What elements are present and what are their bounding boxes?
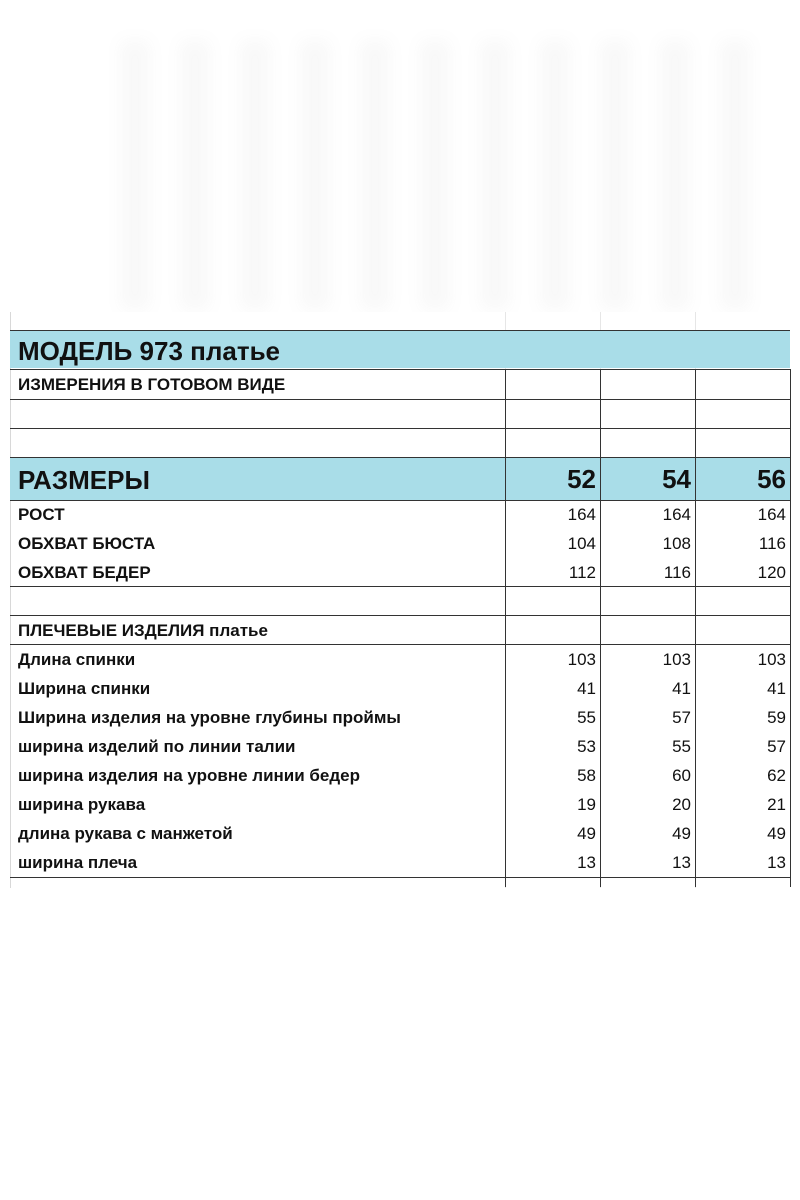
cell-value: 59 — [767, 707, 786, 727]
cell-value: 57 — [767, 736, 786, 756]
table-row — [10, 645, 790, 674]
size-56: 56 — [757, 463, 786, 494]
table-row — [10, 500, 790, 529]
blurred-background-artifact — [120, 40, 760, 310]
empty-row — [10, 429, 790, 458]
cell-value: 53 — [577, 736, 596, 756]
cell-value: 164 — [567, 504, 596, 524]
table-row — [10, 761, 790, 790]
cell-value: 103 — [757, 649, 786, 669]
table-row — [10, 558, 790, 587]
cell-value: 58 — [577, 765, 596, 785]
section-label-suffix: платье — [209, 621, 268, 640]
cell-value: 120 — [757, 562, 786, 582]
empty-row — [10, 400, 790, 429]
cell-value: 19 — [577, 794, 596, 814]
size-52: 52 — [567, 463, 596, 494]
row-label: Ширина изделия на уровне глубины проймы — [18, 708, 401, 727]
table-row — [10, 674, 790, 703]
model-title-row — [10, 330, 790, 368]
cell-value: 103 — [662, 649, 691, 669]
cell-value: 20 — [672, 794, 691, 814]
row-label: длина рукава с манжетой — [18, 824, 233, 843]
section-label-row — [10, 616, 790, 645]
cell-value: 103 — [567, 649, 596, 669]
cell-value: 41 — [577, 678, 596, 698]
cell-value: 116 — [758, 533, 786, 553]
table-border — [695, 369, 696, 887]
table-border — [10, 586, 790, 587]
table-border — [10, 330, 790, 331]
table-border — [10, 644, 790, 645]
row-label: ширина изделия на уровне линии бедер — [18, 766, 361, 785]
measurements-subtitle: ИЗМЕРЕНИЯ В ГОТОВОМ ВИДЕ — [18, 375, 286, 394]
cell-value: 112 — [568, 562, 596, 582]
table-border — [10, 500, 790, 501]
cell-value: 21 — [767, 794, 786, 814]
row-label: ширина плеча — [18, 853, 138, 872]
cell-value: 41 — [672, 678, 691, 698]
table-border — [790, 369, 791, 887]
row-label: ширина изделий по линии талии — [18, 737, 296, 756]
table-row — [10, 732, 790, 761]
table-border — [10, 877, 790, 878]
model-title: МОДЕЛЬ 973 платье — [18, 336, 281, 366]
cell-value: 13 — [577, 852, 596, 872]
table-border — [10, 369, 790, 370]
table-border — [10, 615, 790, 616]
cell-value: 41 — [767, 678, 786, 698]
cell-value: 49 — [672, 823, 691, 843]
empty-row — [10, 587, 790, 616]
cell-value: 104 — [567, 533, 596, 553]
table-border — [10, 399, 790, 400]
sizes-header-label: РАЗМЕРЫ — [18, 465, 150, 495]
table-row — [10, 529, 790, 558]
sizes-header-row — [10, 458, 790, 500]
section-label-main: ПЛЕЧЕВЫЕ ИЗДЕЛИЯ — [18, 621, 205, 640]
row-label: РОСТ — [18, 505, 65, 524]
cell-value: 60 — [672, 765, 691, 785]
spreadsheet-area — [0, 312, 800, 888]
table-row — [10, 848, 790, 877]
table-row — [10, 703, 790, 732]
table-border — [600, 369, 601, 887]
cell-value: 55 — [672, 736, 691, 756]
table-border — [505, 369, 506, 887]
row-label: ширина рукава — [18, 795, 146, 814]
table-row — [10, 819, 790, 848]
cell-value: 108 — [662, 533, 691, 553]
cell-value: 164 — [662, 504, 691, 524]
section-label — [18, 621, 268, 641]
cell-value: 13 — [767, 852, 786, 872]
cell-value: 55 — [577, 707, 596, 727]
cell-value: 164 — [757, 504, 786, 524]
cell-value: 13 — [672, 852, 691, 872]
cell-value: 116 — [663, 562, 691, 582]
cell-value: 49 — [577, 823, 596, 843]
measurements-subtitle-row — [10, 370, 790, 399]
size-54: 54 — [662, 463, 691, 494]
table-row — [10, 790, 790, 819]
row-label: ОБХВАТ БЮСТА — [18, 534, 156, 553]
cell-value: 49 — [767, 823, 786, 843]
cell-value: 62 — [767, 765, 786, 785]
cell-value: 57 — [672, 707, 691, 727]
row-label: Длина спинки — [18, 650, 136, 669]
row-label: Ширина спинки — [18, 679, 151, 698]
table-border — [10, 428, 790, 429]
table-border — [10, 457, 790, 458]
row-label: ОБХВАТ БЕДЕР — [18, 563, 151, 582]
